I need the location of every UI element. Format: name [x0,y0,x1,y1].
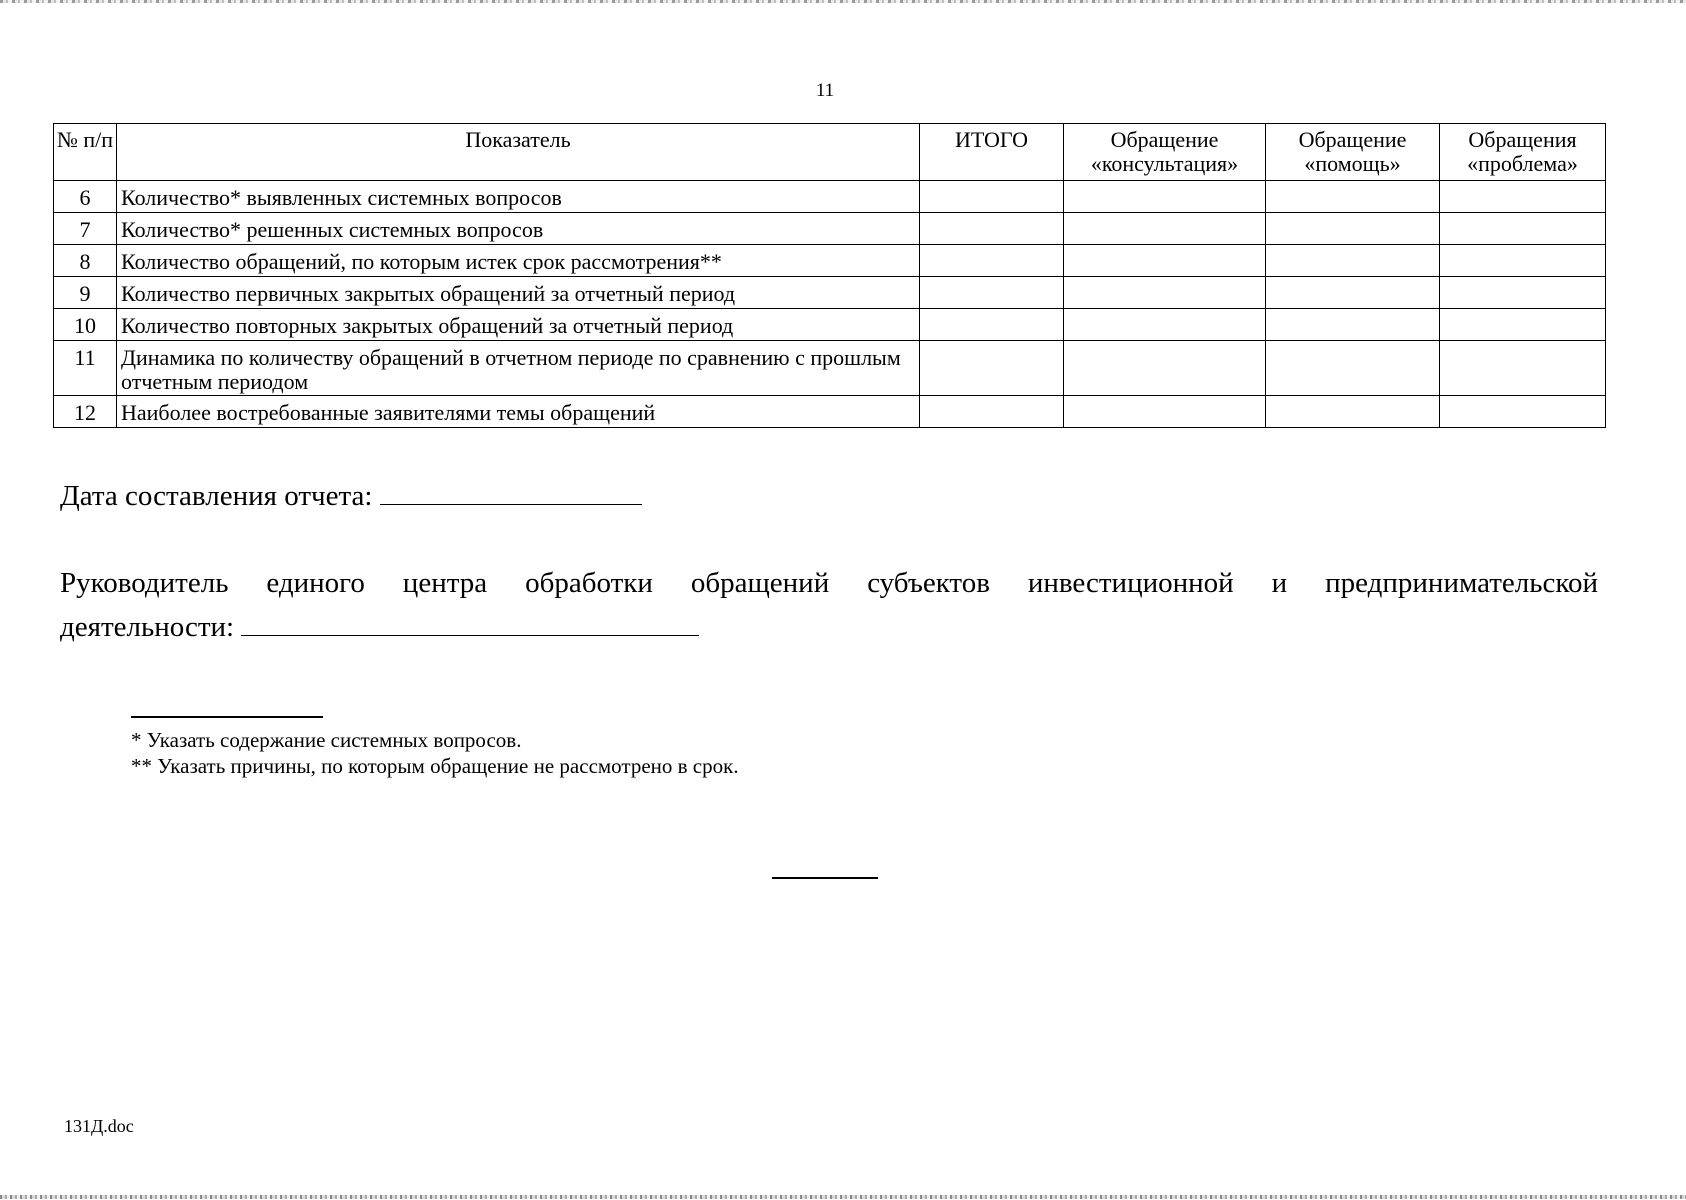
row-indicator: Количество* решенных системных вопросов [117,213,920,245]
row-num: 9 [54,277,117,309]
cell-problem [1440,181,1606,213]
head-signature-label-end: деятельности: [60,611,235,643]
row-num: 7 [54,213,117,245]
head-signature-label: Руководитель единого центра обработки обращений субъектов инвестиционной и предпринимательской [60,567,1598,599]
cell-total [920,309,1064,341]
row-indicator: Наиболее востребованные заявителями темы обращений [117,396,920,428]
scan-edge-top [0,0,1686,3]
row-num: 11 [54,341,117,396]
cell-help [1266,181,1440,213]
cell-total [920,341,1064,396]
report-date-blank [380,474,642,505]
cell-help [1266,277,1440,309]
cell-total [920,181,1064,213]
row-indicator: Количество обращений, по которым истек срок рассмотрения** [117,245,920,277]
cell-problem [1440,213,1606,245]
cell-problem [1440,309,1606,341]
file-name: 131Д.doc [64,1116,134,1136]
cell-total [920,277,1064,309]
header-num: № п/п [54,124,117,181]
row-indicator: Количество* выявленных системных вопросов [117,181,920,213]
cell-consultation [1064,396,1266,428]
page-number: 11 [815,80,835,101]
head-signature-blank [241,605,699,636]
row-num: 10 [54,309,117,341]
report-date-line [60,474,642,513]
table-row [54,245,1606,277]
cell-help [1266,245,1440,277]
cell-problem [1440,245,1606,277]
table-row [54,309,1606,341]
table-row [54,341,1606,396]
footnote-separator [131,716,323,718]
cell-help [1266,309,1440,341]
row-num: 8 [54,245,117,277]
table-row [54,181,1606,213]
row-indicator: Динамика по количеству обращений в отчетном периоде по сравнению с прошлым отчетным периодом [117,341,920,396]
table-row [54,396,1606,428]
cell-consultation [1064,181,1266,213]
cell-help [1266,341,1440,396]
row-num: 12 [54,396,117,428]
row-indicator: Количество повторных закрытых обращений за отчетный период [117,309,920,341]
cell-help [1266,396,1440,428]
header-consultation: Обращение «консультация» [1064,124,1266,181]
cell-consultation [1064,309,1266,341]
head-signature-line [60,605,699,649]
header-total: ИТОГО [920,124,1064,181]
report-date-label: Дата составления отчета: [60,480,373,512]
row-num: 6 [54,181,117,213]
header-problem: Обращения «проблема» [1440,124,1606,181]
cell-problem [1440,277,1606,309]
cell-consultation [1064,277,1266,309]
cell-total [920,396,1064,428]
footnote-2: ** Указать причины, по которым обращение не рассмотрено в срок. [131,754,739,778]
cell-consultation [1064,341,1266,396]
report-table [53,123,1606,428]
cell-consultation [1064,245,1266,277]
cell-help [1266,213,1440,245]
footnote-1: * Указать содержание системных вопросов. [131,728,522,752]
header-help: Обращение «помощь» [1266,124,1440,181]
header-indicator: Показатель [117,124,920,181]
cell-total [920,245,1064,277]
row-indicator: Количество первичных закрытых обращений за отчетный период [117,277,920,309]
table-header-row [54,124,1606,181]
cell-problem [1440,396,1606,428]
scan-edge-bottom [0,1195,1686,1199]
cell-total [920,213,1064,245]
cell-problem [1440,341,1606,396]
end-of-document-rule [772,877,878,879]
cell-consultation [1064,213,1266,245]
table-row [54,213,1606,245]
table-row [54,277,1606,309]
